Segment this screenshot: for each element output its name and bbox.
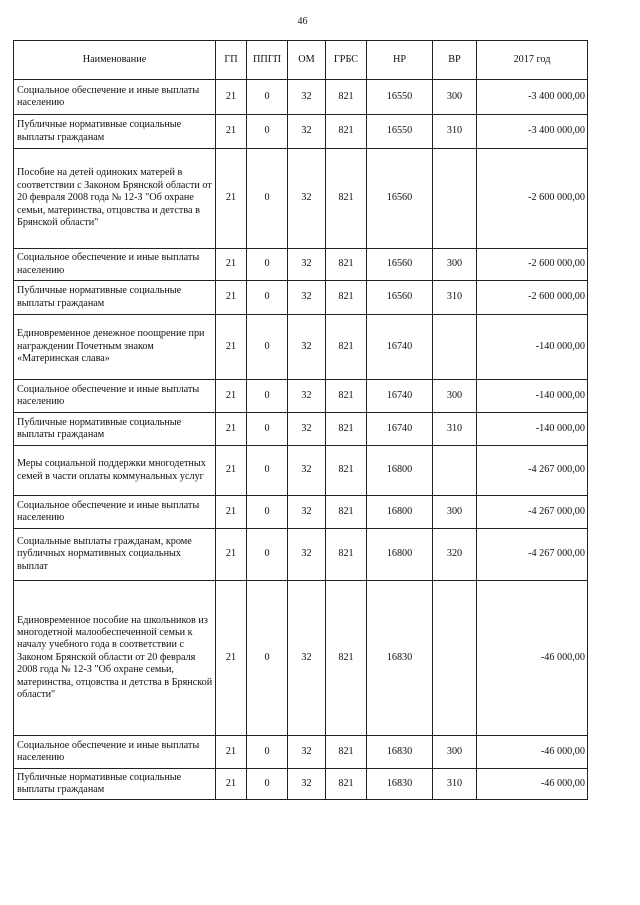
row-nr: 16740 [367,315,433,380]
page-number: 46 [297,16,308,27]
row-name: Публичные нормативные социальные выплаты гражданам [14,413,216,446]
row-grbs: 821 [326,380,367,413]
row-om: 32 [288,446,326,496]
row-vr: 300 [433,380,477,413]
row-name: Социальное обеспечение и иные выплаты населению [14,380,216,413]
row-name: Публичные нормативные социальные выплаты гражданам [14,769,216,800]
row-nr: 16550 [367,115,433,149]
row-sum: -46 000,00 [477,581,588,736]
row-grbs: 821 [326,249,367,281]
row-grbs: 821 [326,315,367,380]
row-vr: 320 [433,529,477,581]
row-gp: 21 [216,496,247,529]
row-vr [433,581,477,736]
row-gp: 21 [216,529,247,581]
row-om: 32 [288,281,326,315]
table-row [14,149,588,249]
row-vr: 300 [433,80,477,115]
row-ppgp: 0 [247,149,288,249]
row-vr [433,446,477,496]
row-name: Пособие на детей одиноких матерей в соответствии с Законом Брянской области от 20 февраля 2008 года № 12-З "Об охране семьи, материнства, отцовства и детства в Брянской области" [14,149,216,249]
row-ppgp: 0 [247,496,288,529]
row-ppgp: 0 [247,80,288,115]
row-name: Социальное обеспечение и иные выплаты населению [14,496,216,529]
header-gp: ГП [216,41,247,80]
row-name: Социальное обеспечение и иные выплаты населению [14,249,216,281]
row-sum: -46 000,00 [477,769,588,800]
table-row [14,249,588,281]
header-ppgp: ППГП [247,41,288,80]
header-nr: НР [367,41,433,80]
header-om: ОМ [288,41,326,80]
row-vr: 310 [433,769,477,800]
row-nr: 16560 [367,249,433,281]
row-om: 32 [288,736,326,769]
row-name: Меры социальной поддержки многодетных семей в части оплаты коммунальных услуг [14,446,216,496]
row-om: 32 [288,496,326,529]
row-gp: 21 [216,446,247,496]
row-grbs: 821 [326,149,367,249]
row-gp: 21 [216,380,247,413]
row-gp: 21 [216,315,247,380]
row-name: Социальное обеспечение и иные выплаты населению [14,80,216,115]
row-sum: -140 000,00 [477,380,588,413]
row-sum: -2 600 000,00 [477,281,588,315]
table-row [14,446,588,496]
row-ppgp: 0 [247,769,288,800]
header-year: 2017 год [477,41,588,80]
row-grbs: 821 [326,446,367,496]
row-sum: -3 400 000,00 [477,80,588,115]
row-om: 32 [288,249,326,281]
row-nr: 16800 [367,446,433,496]
row-nr: 16830 [367,581,433,736]
table-row [14,413,588,446]
row-ppgp: 0 [247,281,288,315]
row-nr: 16560 [367,281,433,315]
row-gp: 21 [216,736,247,769]
row-nr: 16830 [367,769,433,800]
budget-table [13,40,588,800]
row-ppgp: 0 [247,380,288,413]
row-sum: -140 000,00 [477,413,588,446]
table-row [14,769,588,800]
row-gp: 21 [216,281,247,315]
row-sum: -4 267 000,00 [477,446,588,496]
row-gp: 21 [216,769,247,800]
table-row [14,315,588,380]
row-vr: 310 [433,281,477,315]
row-vr: 300 [433,736,477,769]
row-ppgp: 0 [247,413,288,446]
table-row [14,529,588,581]
row-gp: 21 [216,115,247,149]
row-sum: -46 000,00 [477,736,588,769]
table-row [14,80,588,115]
row-gp: 21 [216,581,247,736]
row-gp: 21 [216,413,247,446]
row-grbs: 821 [326,736,367,769]
row-nr: 16560 [367,149,433,249]
header-vr: ВР [433,41,477,80]
row-sum: -2 600 000,00 [477,249,588,281]
row-nr: 16830 [367,736,433,769]
row-nr: 16740 [367,413,433,446]
row-ppgp: 0 [247,581,288,736]
row-om: 32 [288,80,326,115]
row-name: Публичные нормативные социальные выплаты гражданам [14,115,216,149]
row-vr: 310 [433,413,477,446]
table-row [14,281,588,315]
row-grbs: 821 [326,281,367,315]
table-row [14,496,588,529]
row-om: 32 [288,380,326,413]
row-name: Социальное обеспечение и иные выплаты населению [14,736,216,769]
row-gp: 21 [216,249,247,281]
row-sum: -140 000,00 [477,315,588,380]
row-om: 32 [288,581,326,736]
row-sum: -3 400 000,00 [477,115,588,149]
row-om: 32 [288,315,326,380]
row-name: Единовременное денежное поощрение при награждении Почетным знаком «Материнская слава» [14,315,216,380]
row-om: 32 [288,413,326,446]
row-vr: 300 [433,496,477,529]
row-nr: 16800 [367,496,433,529]
table-header-row [14,41,588,80]
table-row [14,581,588,736]
row-grbs: 821 [326,769,367,800]
row-nr: 16800 [367,529,433,581]
row-om: 32 [288,149,326,249]
row-sum: -2 600 000,00 [477,149,588,249]
row-ppgp: 0 [247,446,288,496]
row-grbs: 821 [326,413,367,446]
table-row [14,115,588,149]
row-grbs: 821 [326,80,367,115]
row-grbs: 821 [326,529,367,581]
row-nr: 16740 [367,380,433,413]
row-om: 32 [288,769,326,800]
row-grbs: 821 [326,115,367,149]
row-vr [433,149,477,249]
row-name: Публичные нормативные социальные выплаты гражданам [14,281,216,315]
row-vr [433,315,477,380]
row-grbs: 821 [326,581,367,736]
table-row [14,736,588,769]
row-ppgp: 0 [247,736,288,769]
table-row [14,380,588,413]
row-gp: 21 [216,149,247,249]
row-sum: -4 267 000,00 [477,529,588,581]
header-name: Наименование [14,41,216,80]
row-sum: -4 267 000,00 [477,496,588,529]
row-name: Единовременное пособие на школьников из многодетной малообеспеченной семьи к началу учебного года в соответствии с Законом Брянской области от 20 февраля 2008 года № 12-З "Об охране семьи, материнства, отцовства и детства в Брянской области" [14,581,216,736]
row-ppgp: 0 [247,115,288,149]
row-name: Социальные выплаты гражданам, кроме публичных нормативных социальных выплат [14,529,216,581]
row-om: 32 [288,115,326,149]
row-ppgp: 0 [247,249,288,281]
header-grbs: ГРБС [326,41,367,80]
row-vr: 310 [433,115,477,149]
row-gp: 21 [216,80,247,115]
row-grbs: 821 [326,496,367,529]
row-nr: 16550 [367,80,433,115]
row-ppgp: 0 [247,529,288,581]
row-vr: 300 [433,249,477,281]
row-ppgp: 0 [247,315,288,380]
row-om: 32 [288,529,326,581]
